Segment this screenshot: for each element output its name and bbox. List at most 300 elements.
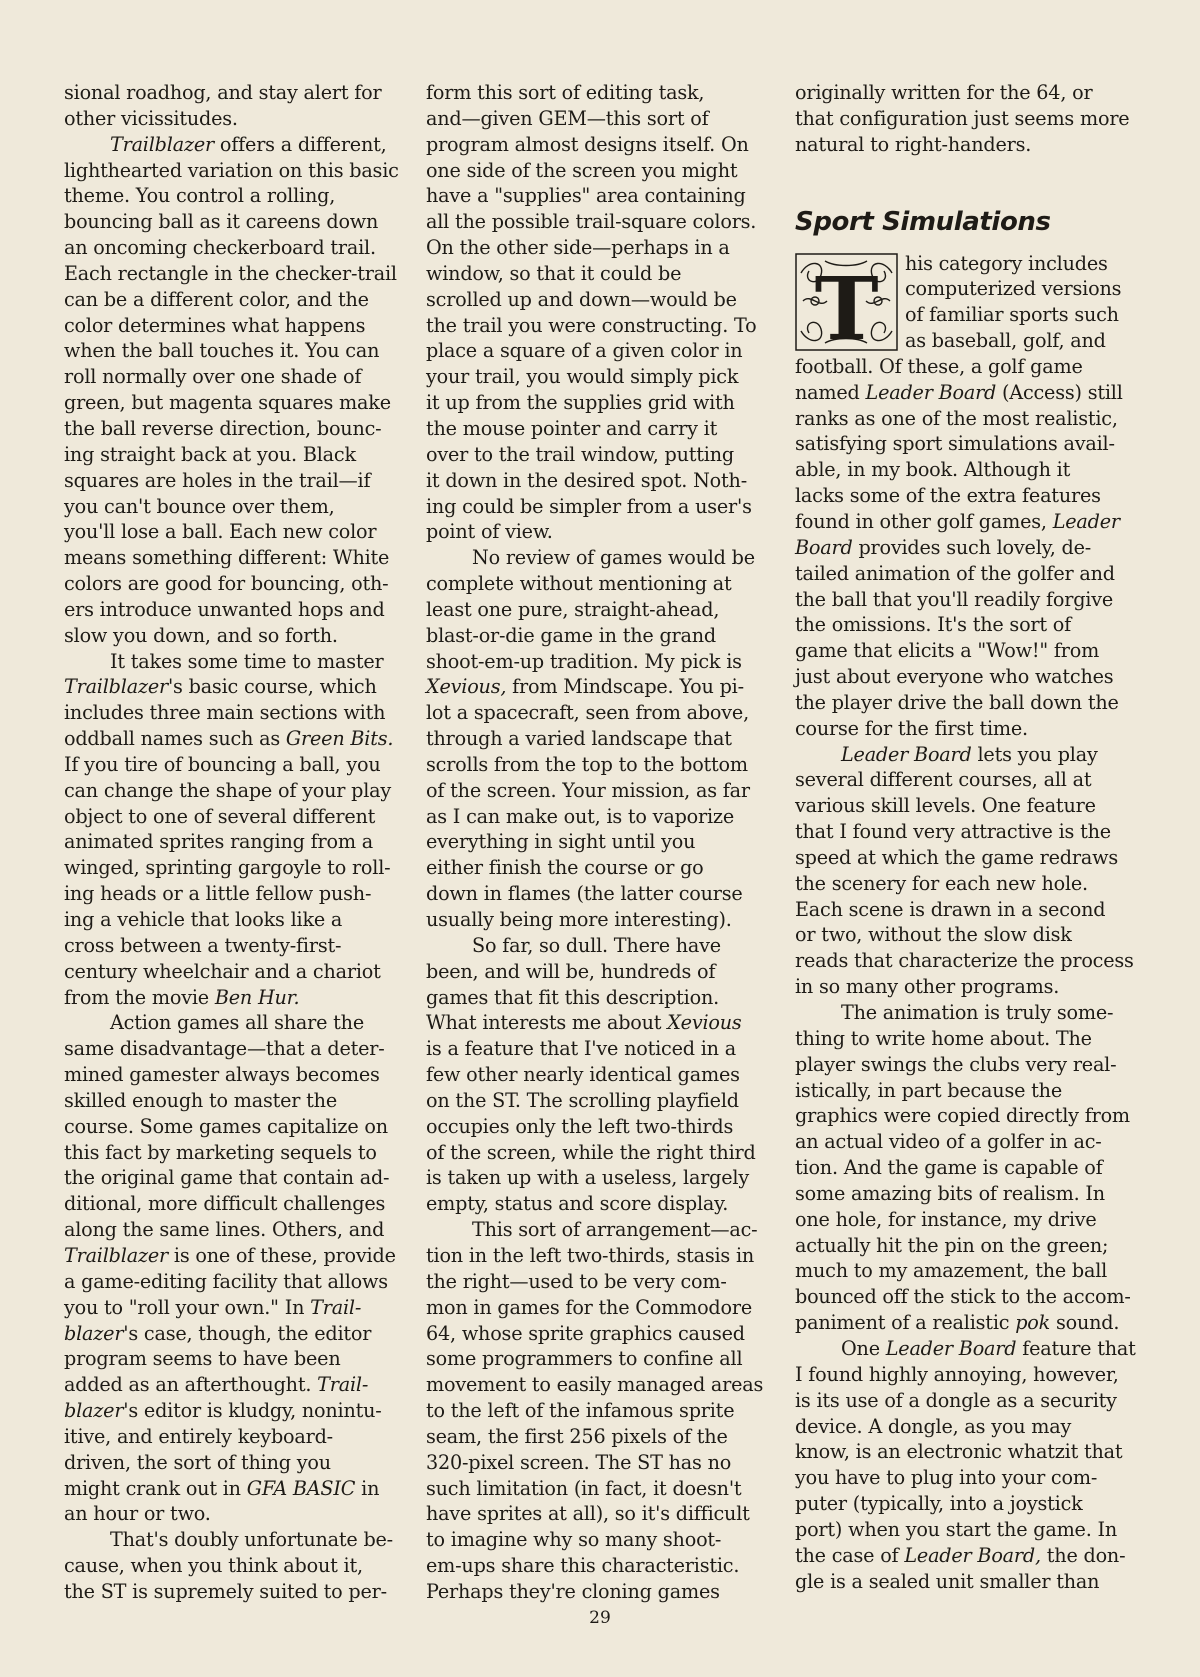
text-line	[64, 106, 409, 132]
text-line	[795, 793, 1140, 819]
text-line	[426, 468, 772, 494]
text-line	[426, 106, 772, 132]
text-line	[64, 519, 409, 545]
text-line	[64, 726, 409, 752]
text-line	[64, 1527, 409, 1553]
text-segment: it up from the supplies grid with	[426, 391, 735, 415]
text-segment: the omissions. It's the sort of	[795, 613, 1072, 637]
text-line	[795, 561, 1140, 587]
text-line	[426, 597, 772, 623]
text-segment: some amazing bits of realism. In	[795, 1181, 1105, 1205]
text-line	[64, 1321, 409, 1347]
text-line	[64, 907, 409, 933]
text-line	[426, 933, 772, 959]
text-line	[426, 907, 772, 933]
text-line	[64, 132, 409, 158]
text-segment: lighthearted variation on this basic	[64, 158, 399, 182]
text-line	[426, 1140, 772, 1166]
text-segment: natural to right-handers.	[795, 132, 1032, 156]
text-segment: originally written for the 64, or	[795, 81, 1093, 104]
text-line	[795, 1543, 1140, 1569]
italic-title: Trailblazer	[64, 1243, 168, 1267]
text-segment: Perhaps they're cloning games	[426, 1579, 720, 1603]
text-column-1	[64, 80, 409, 1605]
text-line	[64, 1501, 409, 1527]
text-segment: an hour or two.	[64, 1502, 211, 1526]
text-line	[64, 700, 409, 726]
text-segment: is a feature that I've noticed in a	[426, 1037, 736, 1061]
text-segment: all the possible trail-square colors.	[426, 210, 757, 234]
text-segment: other vicissitudes.	[64, 106, 238, 130]
text-segment: course. Some games capitalize on	[64, 1114, 388, 1138]
text-segment: such limitation (in fact, it doesn't	[426, 1476, 742, 1500]
text-segment: it down in the desired spot. Noth-	[426, 468, 747, 492]
text-line	[795, 1207, 1140, 1233]
text-line	[64, 390, 409, 416]
text-line	[64, 80, 409, 106]
dropcap-paragraph	[795, 251, 1140, 354]
text-line	[64, 158, 409, 184]
text-line	[795, 535, 1140, 561]
text-segment: of the screen, while the right third	[426, 1140, 756, 1164]
text-segment: paniment of a realistic	[795, 1311, 1016, 1335]
text-line	[795, 1129, 1140, 1155]
text-segment: same disadvantage—that a deter-	[64, 1037, 385, 1061]
text-segment: his category includes	[905, 251, 1108, 275]
text-line	[795, 819, 1140, 845]
text-line	[64, 442, 409, 468]
text-line	[426, 1527, 772, 1553]
text-line	[64, 1217, 409, 1243]
italic-title: Trailblazer	[64, 675, 168, 699]
text-segment: just about everyone who watches	[795, 665, 1114, 689]
text-column-3	[795, 80, 1140, 1594]
text-segment: one hole, for instance, my drive	[795, 1207, 1097, 1231]
text-line	[64, 1088, 409, 1114]
italic-title: Trail-	[310, 1295, 362, 1319]
text-segment: century wheelchair and a chariot	[64, 959, 381, 983]
text-line	[426, 235, 772, 261]
decorative-dropcap-t	[795, 253, 898, 351]
text-segment: various skill levels. One feature	[795, 794, 1096, 818]
text-segment: the player drive the ball down the	[795, 690, 1119, 714]
text-line	[64, 959, 409, 985]
text-segment: driven, the sort of thing you	[64, 1450, 331, 1474]
text-segment: That's doubly unfortunate be-	[110, 1528, 393, 1552]
text-line	[64, 674, 409, 700]
text-line	[795, 106, 1140, 132]
text-segment: everything in sight until you	[426, 830, 696, 854]
text-segment: roll normally over one shade of	[64, 365, 362, 389]
text-segment: color determines what happens	[64, 313, 366, 337]
svg-text:T: T	[814, 258, 879, 351]
text-segment: program seems to have been	[64, 1347, 341, 1371]
text-segment: game that elicits a "Wow!" from	[795, 639, 1100, 663]
text-line	[795, 1439, 1140, 1465]
text-segment: So far, so dull. There have	[472, 933, 721, 957]
text-line	[795, 638, 1140, 664]
text-segment: bouncing ball as it careens down	[64, 210, 379, 234]
text-segment: provides such lovely, de-	[852, 535, 1092, 559]
text-segment: includes three main sections with	[64, 701, 386, 725]
text-segment: is one of these, provide	[167, 1243, 396, 1267]
text-line	[426, 1501, 772, 1527]
text-line	[795, 742, 1140, 768]
text-segment: ers introduce unwanted hops and	[64, 597, 385, 621]
text-segment: computerized versions	[905, 277, 1122, 301]
text-line	[64, 235, 409, 261]
text-segment: point of view.	[426, 520, 553, 544]
text-line	[426, 804, 772, 830]
text-line	[426, 158, 772, 184]
text-segment: port) when you start the game. In	[795, 1517, 1118, 1541]
text-line	[795, 483, 1140, 509]
text-segment: scrolled up and down—would be	[426, 287, 737, 311]
text-segment: usually being more interesting).	[426, 908, 732, 931]
text-segment: several different courses, all at	[795, 768, 1092, 792]
text-segment: sound.	[1050, 1311, 1120, 1335]
text-line	[426, 442, 772, 468]
text-segment: Each scene is drawn in a second	[795, 897, 1106, 921]
text-line	[64, 416, 409, 442]
text-segment: the scenery for each new hole.	[795, 871, 1088, 895]
text-line	[795, 1414, 1140, 1440]
text-segment: slow you down, and so forth.	[64, 623, 338, 647]
text-segment: in	[355, 1476, 380, 1500]
text-segment: in so many other programs.	[795, 975, 1060, 999]
text-line	[795, 922, 1140, 948]
text-line	[64, 287, 409, 313]
text-segment: the original game that contain ad-	[64, 1166, 390, 1190]
text-line	[795, 974, 1140, 1000]
text-segment: bounced off the stick to the accom-	[795, 1285, 1131, 1309]
text-line	[795, 1310, 1140, 1336]
text-line	[426, 519, 772, 545]
text-segment: over to the trail window, putting	[426, 442, 734, 466]
text-segment: Action games all share the	[110, 1011, 364, 1035]
text-segment: is its use of a dongle as a security	[795, 1388, 1117, 1412]
text-segment: I found highly annoying, however,	[795, 1362, 1119, 1386]
text-line	[426, 1217, 772, 1243]
text-segment: have sprites at all), so it's difficult	[426, 1502, 750, 1526]
text-line	[64, 881, 409, 907]
text-segment: you have to plug into your com-	[795, 1466, 1098, 1490]
text-line	[426, 1346, 772, 1372]
italic-title: Board	[795, 535, 853, 559]
text-line	[426, 338, 772, 364]
text-segment: this fact by marketing sequels to	[64, 1140, 377, 1164]
text-line	[795, 1491, 1140, 1517]
text-segment: from Mindscape. You pi-	[506, 675, 744, 699]
text-segment: the right—used to be very com-	[426, 1269, 727, 1293]
text-segment: and—given GEM—this sort of	[426, 106, 709, 130]
text-line	[426, 1088, 772, 1114]
text-segment: (Access) still	[996, 380, 1123, 404]
text-segment: form this sort of editing task,	[426, 81, 705, 104]
text-line	[426, 1450, 772, 1476]
text-line	[426, 1243, 772, 1269]
text-segment: as I can make out, is to vaporize	[426, 804, 734, 828]
text-line	[426, 1114, 772, 1140]
text-line	[426, 1191, 772, 1217]
text-line	[426, 700, 772, 726]
text-segment: named	[795, 380, 866, 404]
text-segment: the case of	[795, 1543, 905, 1567]
text-segment: cross between a twenty-first-	[64, 933, 342, 957]
text-line	[64, 183, 409, 209]
text-line	[426, 1036, 772, 1062]
text-segment: lets you play	[971, 742, 1098, 766]
text-segment: from the movie	[64, 985, 215, 1009]
text-line	[64, 1165, 409, 1191]
text-segment: the don-	[1040, 1543, 1126, 1567]
text-line	[426, 390, 772, 416]
text-segment: 's case, though, the editor	[123, 1321, 372, 1345]
text-segment: course for the first time.	[795, 716, 1028, 740]
text-segment: ing straight back at you. Black	[64, 442, 356, 466]
italic-title: Leader Board	[865, 380, 997, 404]
text-line	[426, 1476, 772, 1502]
text-line	[795, 354, 1140, 380]
italic-title: Xevious	[667, 1011, 742, 1035]
text-segment: either finish the course or go	[426, 856, 704, 880]
text-line	[795, 1181, 1140, 1207]
text-line	[64, 1295, 409, 1321]
text-line	[64, 1450, 409, 1476]
text-line	[795, 1258, 1140, 1284]
text-segment: itive, and entirely keyboard-	[64, 1424, 333, 1448]
text-segment: when the ball touches it. You can	[64, 339, 380, 363]
italic-title: blazer	[64, 1321, 124, 1345]
text-segment: blast-or-die game in the grand	[426, 623, 717, 647]
text-line	[426, 1398, 772, 1424]
text-segment: No review of games would be	[472, 546, 755, 570]
text-segment: cause, when you think about it,	[64, 1554, 363, 1578]
text-segment: speed at which the game redraws	[795, 845, 1118, 869]
column-3-top-text	[795, 80, 1140, 158]
text-segment: On the other side—perhaps in a	[426, 236, 730, 260]
text-line	[426, 1424, 772, 1450]
text-segment: ing a vehicle that looks like a	[64, 908, 343, 931]
text-segment: able, in my book. Although it	[795, 458, 1071, 482]
text-segment: few other nearly identical games	[426, 1063, 740, 1087]
text-segment: player swings the clubs very real-	[795, 1052, 1117, 1076]
text-segment: window, so that it could be	[426, 261, 682, 285]
text-line	[64, 855, 409, 881]
text-segment: istically, in part because the	[795, 1078, 1062, 1102]
italic-title: GFA BASIC	[246, 1476, 356, 1500]
text-segment: thing to write home about. The	[795, 1026, 1092, 1050]
text-line	[795, 509, 1140, 535]
text-segment: reads that characterize the process	[795, 949, 1134, 973]
text-line	[64, 1243, 409, 1269]
text-line	[426, 261, 772, 287]
text-line	[64, 649, 409, 675]
text-line	[426, 649, 772, 675]
text-line	[64, 985, 409, 1011]
text-line	[426, 829, 772, 855]
italic-title: Trailblazer	[110, 132, 214, 156]
text-segment: lot a spacecraft, seen from above,	[426, 701, 749, 725]
text-line	[426, 1062, 772, 1088]
text-segment: em-ups share this characteristic.	[426, 1554, 740, 1578]
text-segment: the ball reverse direction, bounc-	[64, 416, 382, 440]
text-line	[426, 674, 772, 700]
text-line	[64, 468, 409, 494]
text-line	[64, 313, 409, 339]
text-segment: means something different: White	[64, 546, 390, 570]
text-segment: to imagine why so many shoot-	[426, 1528, 722, 1552]
text-segment: occupies only the left two-thirds	[426, 1114, 734, 1138]
text-segment: mon in games for the Commodore	[426, 1295, 752, 1319]
text-line	[795, 1078, 1140, 1104]
text-segment: ing heads or a little fellow push-	[64, 882, 372, 906]
text-line	[64, 1398, 409, 1424]
text-segment: colors are good for bouncing, oth-	[64, 572, 389, 596]
text-line	[426, 855, 772, 881]
text-line	[795, 380, 1140, 406]
text-segment: The animation is truly some-	[841, 1001, 1114, 1024]
text-segment: some programmers to confine all	[426, 1347, 743, 1371]
italic-title: Ben Hur.	[214, 985, 300, 1009]
text-line	[795, 1052, 1140, 1078]
text-line	[795, 587, 1140, 613]
text-line	[64, 933, 409, 959]
text-line	[426, 132, 772, 158]
text-line	[64, 1191, 409, 1217]
text-segment: program almost designs itself. On	[426, 132, 749, 156]
text-segment: added as an afterthought.	[64, 1373, 318, 1397]
text-segment: scrolls from the top to the bottom	[426, 752, 748, 776]
text-line	[795, 1103, 1140, 1129]
italic-title: Green Bits.	[285, 727, 394, 751]
text-line	[64, 1579, 409, 1605]
text-line	[426, 1010, 772, 1036]
text-segment: an actual video of a golfer in ac-	[795, 1130, 1102, 1154]
column-3-body-text	[795, 354, 1140, 1595]
text-segment: your trail, you would simply pick	[426, 365, 739, 389]
text-line	[795, 1388, 1140, 1414]
text-line	[795, 664, 1140, 690]
text-segment: complete without mentioning at	[426, 572, 732, 596]
text-segment: empty, status and score display.	[426, 1192, 729, 1216]
text-line	[795, 431, 1140, 457]
text-line	[426, 183, 772, 209]
text-segment: of familiar sports such	[905, 303, 1119, 327]
text-segment: an oncoming checkerboard trail.	[64, 236, 376, 260]
text-segment: 320-pixel screen. The ST has no	[426, 1450, 732, 1474]
text-segment: one side of the screen you might	[426, 158, 738, 182]
text-segment: tion. And the game is capable of	[795, 1156, 1103, 1180]
italic-title: Leader	[1052, 509, 1120, 533]
text-line	[64, 1372, 409, 1398]
text-segment: is taken up with a useless, largely	[426, 1166, 749, 1190]
text-segment: squares are holes in the trail—if	[64, 468, 371, 492]
text-segment: you'll lose a ball. Each new color	[64, 520, 377, 544]
italic-title: pok	[1015, 1311, 1051, 1335]
text-line	[795, 690, 1140, 716]
text-line	[426, 623, 772, 649]
text-segment: movement to easily managed areas	[426, 1373, 764, 1397]
text-line	[426, 1579, 772, 1605]
text-segment: the mouse pointer and carry it	[426, 416, 718, 440]
text-segment: found in other golf games,	[795, 509, 1053, 533]
text-line	[795, 80, 1140, 106]
text-segment: theme. You control a rolling,	[64, 184, 336, 208]
text-line	[64, 1140, 409, 1166]
text-segment: It takes some time to master	[110, 649, 384, 673]
text-line	[795, 871, 1140, 897]
text-line	[64, 1010, 409, 1036]
text-segment: gle is a sealed unit smaller than	[795, 1569, 1100, 1593]
text-segment: oddball names such as	[64, 727, 286, 751]
text-line	[64, 545, 409, 571]
text-segment: device. A dongle, as you may	[795, 1414, 1072, 1438]
text-line	[64, 1424, 409, 1450]
text-segment: you to "roll your own." In	[64, 1295, 311, 1319]
text-segment: ranks as one of the most realistic,	[795, 406, 1118, 430]
text-line	[64, 1036, 409, 1062]
italic-title: Leader Board,	[904, 1543, 1041, 1567]
text-line	[64, 364, 409, 390]
text-segment: the ball that you'll readily forgive	[795, 587, 1114, 611]
text-line	[795, 1517, 1140, 1543]
text-line	[426, 1295, 772, 1321]
text-line	[426, 1165, 772, 1191]
text-line	[426, 80, 772, 106]
text-segment: on the ST. The scrolling playfield	[426, 1088, 739, 1112]
text-line	[795, 612, 1140, 638]
text-segment: that I found very attractive is the	[795, 820, 1111, 844]
text-segment: or two, without the slow disk	[795, 923, 1072, 947]
text-line	[426, 571, 772, 597]
text-segment: What interests me about	[426, 1011, 668, 1035]
text-segment: One	[841, 1336, 886, 1360]
text-segment: feature that	[1016, 1336, 1136, 1360]
italic-title: blazer	[64, 1399, 124, 1423]
text-line	[795, 1026, 1140, 1052]
text-segment: ing could be simpler from a user's	[426, 494, 752, 518]
text-line	[795, 1284, 1140, 1310]
text-line	[64, 752, 409, 778]
text-segment: offers a different,	[213, 132, 387, 156]
text-line	[64, 1062, 409, 1088]
text-segment: that configuration just seems more	[795, 106, 1130, 130]
italic-title: Trail-	[317, 1373, 369, 1397]
text-segment: through a varied landscape that	[426, 727, 732, 751]
text-line	[426, 778, 772, 804]
text-line	[64, 209, 409, 235]
text-segment: 's basic course, which	[167, 675, 377, 699]
text-segment: you can't bounce over them,	[64, 494, 335, 518]
text-segment: have a "supplies" area containing	[426, 184, 746, 208]
text-line	[795, 716, 1140, 742]
text-line	[426, 1321, 772, 1347]
text-line	[795, 132, 1140, 158]
text-segment: Each rectangle in the checker-trail	[64, 261, 397, 285]
italic-title: Leader Board	[841, 742, 972, 766]
text-line	[795, 1336, 1140, 1362]
italic-title: Xevious,	[426, 675, 507, 699]
text-line	[426, 416, 772, 442]
text-segment: ditional, more difficult challenges	[64, 1192, 386, 1216]
text-segment: least one pure, straight-ahead,	[426, 597, 720, 621]
text-line	[795, 457, 1140, 483]
text-line	[426, 313, 772, 339]
text-line	[426, 364, 772, 390]
text-segment: the ST is supremely suited to per-	[64, 1579, 387, 1603]
text-line	[426, 726, 772, 752]
